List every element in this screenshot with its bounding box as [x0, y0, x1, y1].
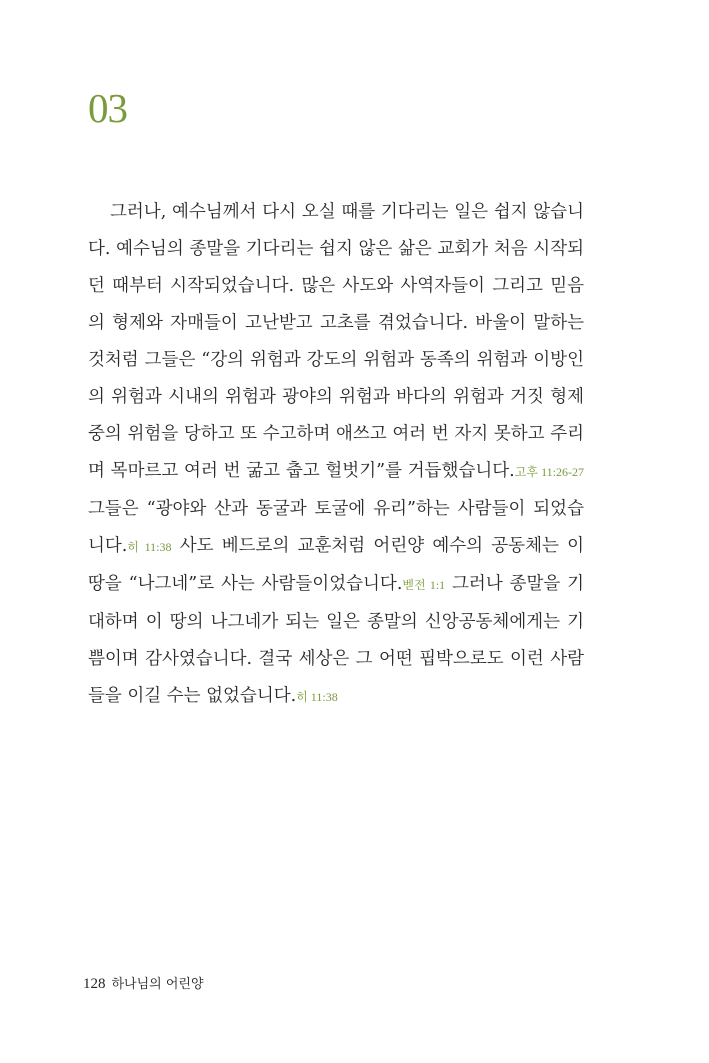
book-title: 하나님의 어린양	[111, 977, 204, 992]
scripture-reference: 고후 11:26-27	[514, 465, 584, 479]
body-paragraph	[88, 194, 584, 716]
body-text	[88, 194, 584, 716]
scripture-reference: 히 11:38	[127, 540, 172, 554]
page-number: 128	[83, 976, 106, 992]
scripture-reference: 벧전 1:1	[402, 578, 446, 592]
chapter-number: 03	[88, 85, 127, 131]
text-segment: 그러나 종말을 기대하며 이 땅의 나그네가 되는 일은 종말의 신앙공동체에게는 기쁨이며 감사였습니다. 결국 세상은 그 어떤 핍박으로도 이런 사람들을 이길 수는 없었습니다.	[88, 574, 584, 706]
scripture-reference: 히 11:38	[296, 690, 338, 704]
text-segment: 그들은 “광야와 산과 동굴과 토굴에 유리”하는 사람들이 되었습니다.	[88, 499, 584, 556]
text-segment: 그러나, 예수님께서 다시 오실 때를 기다리는 일은 쉽지 않습니다. 예수님의 종말을 기다리는 쉽지 않은 삶은 교회가 처음 시작되던 때부터 시작되었습니다. 많은 사도와 사역자들이 그리고 믿음의 형제와 자매들이 고난받고 고초를 겪었습니다. 바울이 말하는 것처럼 그들은 “강의 위험과 강도의 위험과 동족의 위험과 이방인의 위험과 시내의 위험과 광야의 위험과 바다의 위험과 거짓 형제 중의 위험을 당하고 또 수고하며 애쓰고 여러 번 자지 못하고 주리며 목마르고 여러 번 굶고 춥고 헐벗기”를 거듭했습니다.	[88, 202, 584, 481]
text-segment: 사도 베드로의 교훈처럼 어린양 예수의 공동체는 이 땅을 “나그네”로 사는 사람들이었습니다.	[88, 536, 584, 594]
page-footer	[83, 973, 204, 993]
